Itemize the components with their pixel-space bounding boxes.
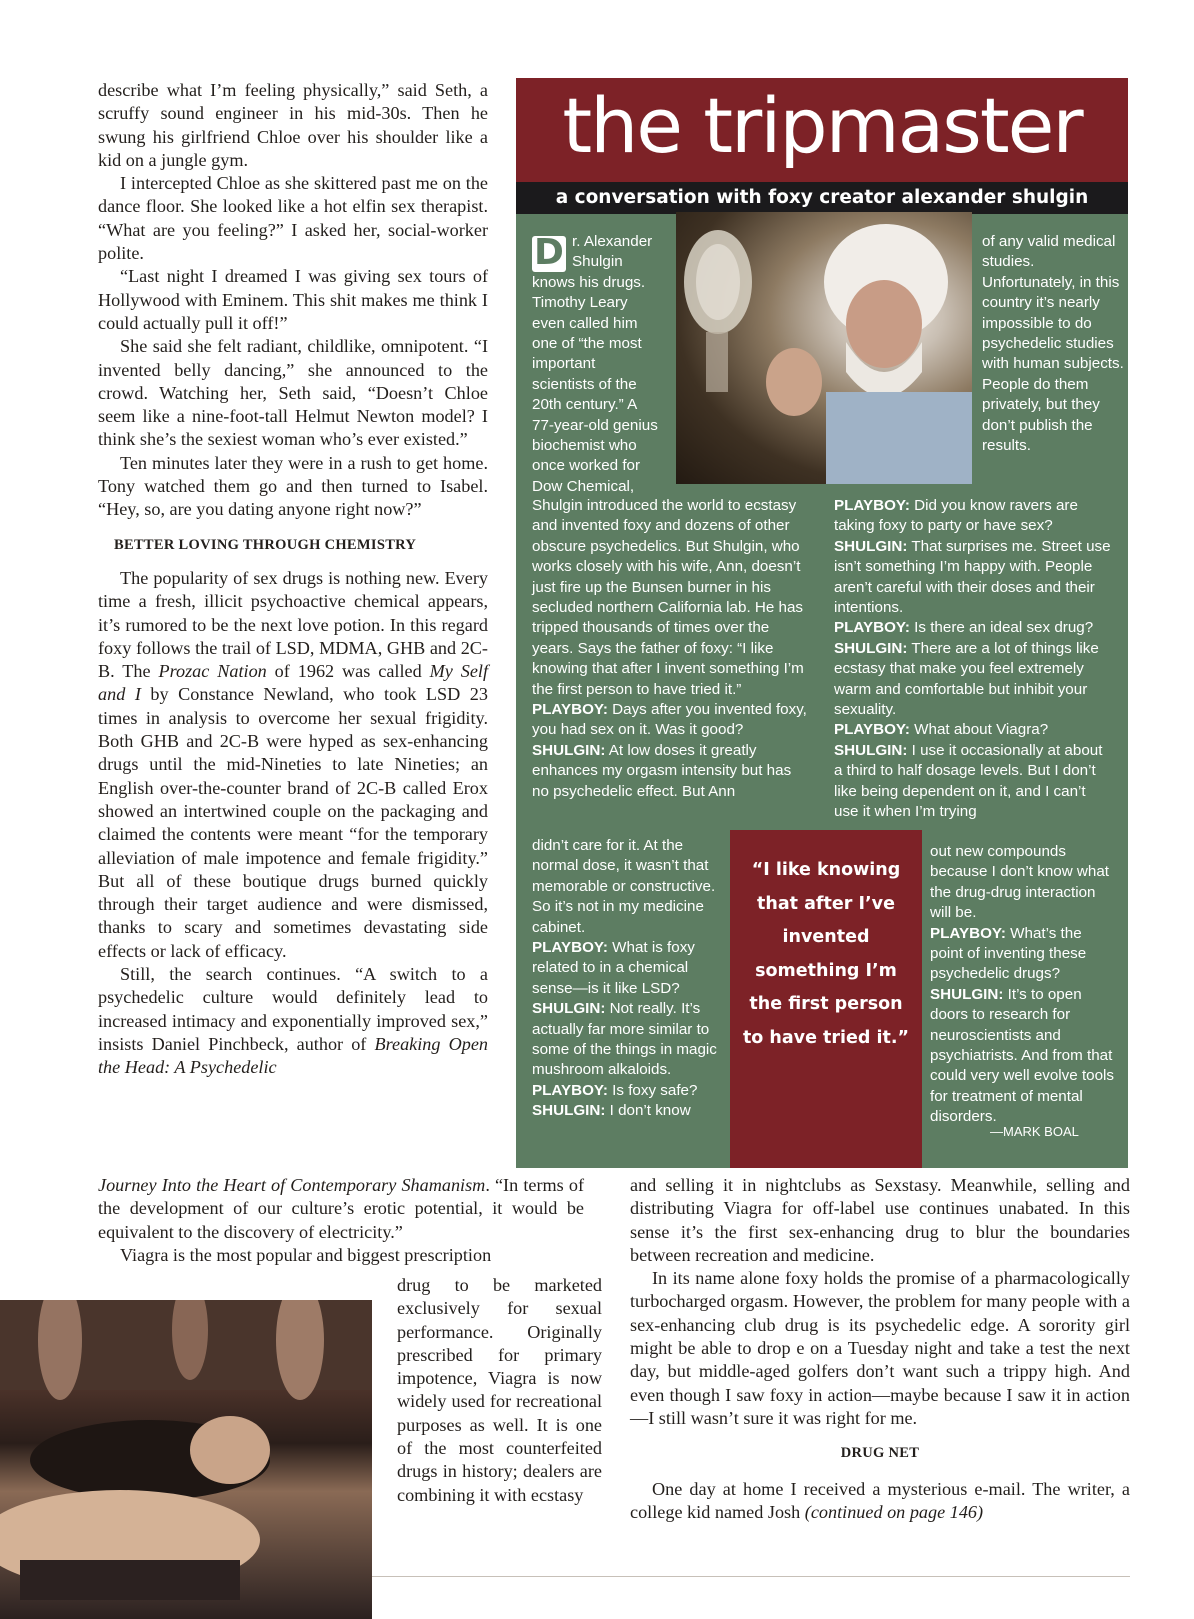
paragraph: Ten minutes later they were in a rush to get home. Tony watched them go and then turned to Isabel. “Hey, so, are you dating anyone right now?” [98,452,488,520]
middle-text [98,1174,584,1267]
right-text [630,1174,1130,1524]
club-photo [0,1300,372,1619]
paragraph: Viagra is the most popular and biggest prescription [120,1244,492,1265]
paragraph: She said she felt radiant, childlike, omnipotent. “I invented belly dancing,” she announced to the crowd. Watching her, Seth said, “Doesn’t Chloe seem like a nine-foot-tall Helmut Newton model? I think she’s the sexiest woman who’s ever existed.” [98,336,488,450]
paragraph: drug to be marketed exclusively for sexual performance. Originally prescribed for primary impotence, Viagra is now widely used for recreational purposes as well. It is one of the most counterfeited drugs in history; dealers are combining it with ecstasy [397,1275,602,1505]
paragraph: and selling it in nightclubs as Sexstasy. Meanwhile, selling and distributing Viagra for off-label use continues unabated. In this sense it’s the first sex-enhancing drug to blur the boundaries between recreation and medicine. [630,1175,1130,1265]
paragraph: Still, the search continues. “A switch to a psychedelic culture would definitely lead to increased intimacy and exponentially improved sex,” insists Daniel Pinchbeck, author of Breaking Open the Head: A Psychedelic [98,963,489,1078]
byline: —MARK BOAL [990,1124,1079,1139]
portrait-photo [676,212,972,484]
sidebar-left-narrow: didn’t care for it. At the normal dose, it wasn’t that memorable or constructive. So it’s not in my medicine cabinet. PLAYBOY: What is foxy related to in a chemical sense—is it like LSD? SHULGIN: Not really. It’s actually far more similar to some of the things in magic mushroom alkaloids. PLAYBOY: Is foxy safe? SHULGIN: I don’t know [532,837,717,1120]
paragraph: I intercepted Chloe as she skittered past me on the dance floor. She looked like a hot elfin sex therapist. “What are you feeling?” I asked her, social-worker polite. [98,173,488,264]
paragraph: Journey Into the Heart of Contemporary Shamanism. “In terms of the development of our culture’s erotic potential, it would be equivalent to the discovery of electricity.” [98,1175,584,1242]
sidebar-intro-full: Shulgin introduced the world to ecstasy and invented foxy and dozens of other obscure psychedelics. But Shulgin, who works closely with his wife, Ann, doesn’t just fire up the Bunsen burner in his secluded northern California lab. He has tripped thousands of times over the years. Says the father of foxy: “I like knowing that after I invent something I’m the first person to have tried it.” PLAYBOY: Days after you invented foxy, you had sex on it. Was it good? SHULGIN: At low doses it greatly enhances my orgasm intensity but has no psychedelic effect. But Ann [532,497,807,800]
continued-note: (continued on page 146) [804,1501,984,1522]
sidebar-right-mid: PLAYBOY: Did you know ravers are taking foxy to party or have sex? SHULGIN: That surprises me. Street use isn’t something I’m happy with. People aren’t careful with their doses and their intentions. PLAYBOY: Is there an ideal sex drug? SHULGIN: There are a lot of things like ecstasy that make you feel extremely warm and comfortable but inhibit your sexuality. PLAYBOY: What about Viagra? SHULGIN: I use it occasionally at about a third to half dosage levels. But I don’t like being dependent on it, and I can’t use it when I’m trying [834,497,1111,821]
paragraph: One day at home I received a mysterious e-mail. The writer, a college kid named Josh (continued on page 146) [630,1478,1130,1522]
sidebar-intro-top: D r. Alexander Shulgin knows his drugs. Timothy Leary even called him one of “the most important scientists of the 20th century.” A 77-year-old genius biochemist who once worked for Dow Chemical, [532,232,658,495]
bottom-rule [372,1576,1130,1577]
sidebar-title: the tripmaster [516,78,1128,182]
left-column [98,79,488,1079]
sidebar-right-bottom: out new compounds because I don’t know what the drug-drug interaction will be. PLAYBOY: What’s the point of inventing these psychedelic drugs? SHULGIN: It’s to open doors to research for neuroscientists and psychiatrists. And from that could very well evolve tools for treatment of mental disorders. [930,843,1115,1126]
narrow-text [397,1274,602,1507]
dropcap: D [532,236,566,272]
section-subhead: BETTER LOVING THROUGH CHEMISTRY [114,536,417,553]
paragraph: describe what I’m feeling physically,” said Seth, a scruffy sound engineer in his mid-30s. Then he swung his girlfriend Chloe over his shoulder like a kid on a jungle gym. [98,80,488,170]
sidebar-interview [516,78,1128,1168]
sidebar-subtitle: a conversation with foxy creator alexander shulgin [516,182,1128,214]
sidebar-right-top: of any valid medical studies. Unfortunately, in this country it’s nearly impossible to do psychedelic studies with human subjects. People do them privately, but they don’t publish the results. [982,233,1124,455]
pull-quote: “I like knowing that after I’ve invented something I’m the first person to have tried it.” [730,830,922,1168]
paragraph: The popularity of sex drugs is nothing new. Every time a fresh, illicit psychoactive chemical appears, it’s rumored to be the next love potion. In this regard foxy follows the trail of LSD, MDMA, GHB and 2C-B. The Prozac Nation of 1962 was called My Self and I by Constance Newland, who took LSD 23 times in analysis to overcome her sexual frigidity. Both GHB and 2C-B were hyped as sex-enhancing drugs until the mid-Nineties to late Nineties; an English over-the-counter brand of 2C-B called Erox showed an intertwined couple on the packaging and claimed the contents were meant “for the temporary alleviation of male impotence and female frigidity.” But all of these boutique drugs burned quickly through their target audience and were dismissed, thanks to scary and sometimes devastating side effects or lack of efficacy. [98,567,489,961]
section-subhead: DRUG NET [840,1445,920,1462]
paragraph: In its name alone foxy holds the promise of a pharmacologically turbocharged orgasm. However, the problem for many people with a sex-enhancing club drug is its psychedelic edge. A sorority girl might be able to drop e on a Tuesday night and take a test the next day, but middle-aged golfers don’t want such a trippy high. And even though I saw foxy in action—maybe because I saw it in action—I still wasn’t sure it was right for me. [630,1268,1130,1428]
paragraph: “Last night I dreamed I was giving sex tours of Hollywood with Eminem. This shit makes me think I could actually pull it off!” [98,266,488,333]
